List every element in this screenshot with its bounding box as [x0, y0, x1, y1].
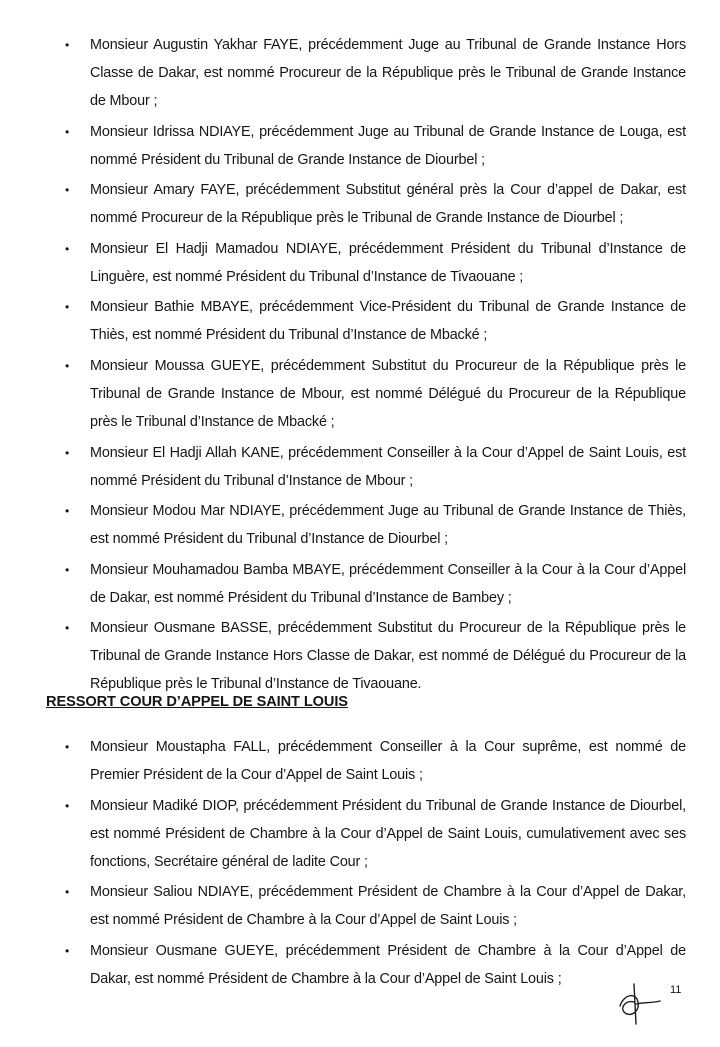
- list-item: [64, 497, 686, 553]
- list-item-text: Monsieur Saliou NDIAYE, précédemment Président de Chambre à la Cour d’Appel de Dakar, est nommé Président de Chambre à la Cour d’Appel de Saint Louis ;: [90, 884, 686, 929]
- appointment-list-previous-section: [64, 31, 686, 701]
- page-number: 11: [670, 984, 682, 996]
- list-item: [64, 235, 686, 291]
- bullet-icon: •: [65, 124, 70, 139]
- list-item: [64, 352, 686, 436]
- list-item-text: Monsieur Modou Mar NDIAYE, précédemment Juge au Tribunal de Grande Instance de Thiès, est nommé Président du Tribunal d’Instance de Diourbel ;: [90, 503, 686, 548]
- list-item: [64, 293, 686, 349]
- list-item: [64, 176, 686, 232]
- bullet-icon: •: [65, 38, 70, 52]
- list-item-text: Monsieur Mouhamadou Bamba MBAYE, précédemment Conseiller à la Cour à la Cour d’Appel de Dakar, est nommé Président du Tribunal d’Instance de Bambey ;: [90, 561, 686, 606]
- bullet-icon: •: [65, 300, 70, 315]
- list-item-text: Monsieur Moussa GUEYE, précédemment Substitut du Procureur de la République près le Tribunal de Grande Instance de Mbour, est nommé Délégué du Procureur de la République près le Tribunal d’Instance de Mbacké ;: [90, 357, 686, 430]
- appointment-list-saint-louis: [64, 733, 686, 995]
- list-item: [64, 31, 686, 115]
- list-item-text: Monsieur Moustapha FALL, précédemment Conseiller à la Cour suprême, est nommé de Premier Président de la Cour d’Appel de Saint Louis ;: [90, 739, 686, 783]
- list-item-text: Monsieur Madiké DIOP, précédemment Président du Tribunal de Grande Instance de Diourbel, est nommé Président de Chambre à la Cour d’Appel de Saint Louis, cumulativement avec ses fonctions, Secrétaire général de ladite Cour ;: [90, 797, 686, 870]
- list-item-text: Monsieur Ousmane BASSE, précédemment Substitut du Procureur de la République près le Tribunal de Grande Instance Hors Classe de Dakar, est nommé de Délégué du Procureur de la République près le Tribunal d’Instance de Tivaouane.: [90, 620, 686, 693]
- list-item: [64, 937, 686, 993]
- list-item-text: Monsieur Ousmane GUEYE, précédemment Président de Chambre à la Cour d’Appel de Dakar, est nommé Président de Chambre à la Cour d’Appel de Saint Louis ;: [90, 942, 686, 987]
- bullet-icon: •: [65, 798, 70, 813]
- list-item-text: Monsieur Augustin Yakhar FAYE, précédemment Juge au Tribunal de Grande Instance Hors Classe de Dakar, est nommé Procureur de la République près le Tribunal de Grande Instance de Mbour ;: [90, 37, 686, 109]
- signature-initials-icon: [614, 976, 662, 1026]
- list-item-text: Monsieur Idrissa NDIAYE, précédemment Juge au Tribunal de Grande Instance de Louga, est nommé Président du Tribunal de Grande Instance de Diourbel ;: [90, 123, 686, 168]
- list-item-text: Monsieur El Hadji Mamadou NDIAYE, précédemment Président du Tribunal d’Instance de Linguère, est nommé Président du Tribunal d’Instance de Tivaouane ;: [90, 240, 686, 285]
- bullet-icon: •: [65, 943, 70, 958]
- list-item: [64, 556, 686, 612]
- list-item: [64, 118, 686, 174]
- list-item: [64, 614, 686, 698]
- bullet-icon: •: [65, 885, 70, 900]
- list-item: [64, 878, 686, 934]
- bullet-icon: •: [65, 740, 70, 754]
- bullet-icon: •: [65, 504, 70, 519]
- bullet-icon: •: [65, 445, 70, 460]
- list-item: [64, 733, 686, 789]
- list-item: [64, 792, 686, 876]
- section-heading-saint-louis: RESSORT COUR D’APPEL DE SAINT LOUIS: [46, 694, 348, 710]
- bullet-icon: •: [65, 358, 70, 373]
- bullet-icon: •: [65, 183, 70, 198]
- list-item-text: Monsieur El Hadji Allah KANE, précédemment Conseiller à la Cour d’Appel de Saint Louis, est nommé Président du Tribunal d’Instance de Mbour ;: [90, 444, 686, 489]
- bullet-icon: •: [65, 562, 70, 577]
- list-item-text: Monsieur Amary FAYE, précédemment Substitut général près la Cour d’appel de Dakar, est nommé Procureur de la République près le Tribunal de Grande Instance de Diourbel ;: [90, 182, 686, 227]
- bullet-icon: •: [65, 621, 70, 636]
- bullet-icon: •: [65, 241, 70, 256]
- list-item: [64, 439, 686, 495]
- list-item-text: Monsieur Bathie MBAYE, précédemment Vice-Président du Tribunal de Grande Instance de Thiès, est nommé Président du Tribunal d’Instance de Mbacké ;: [90, 299, 686, 344]
